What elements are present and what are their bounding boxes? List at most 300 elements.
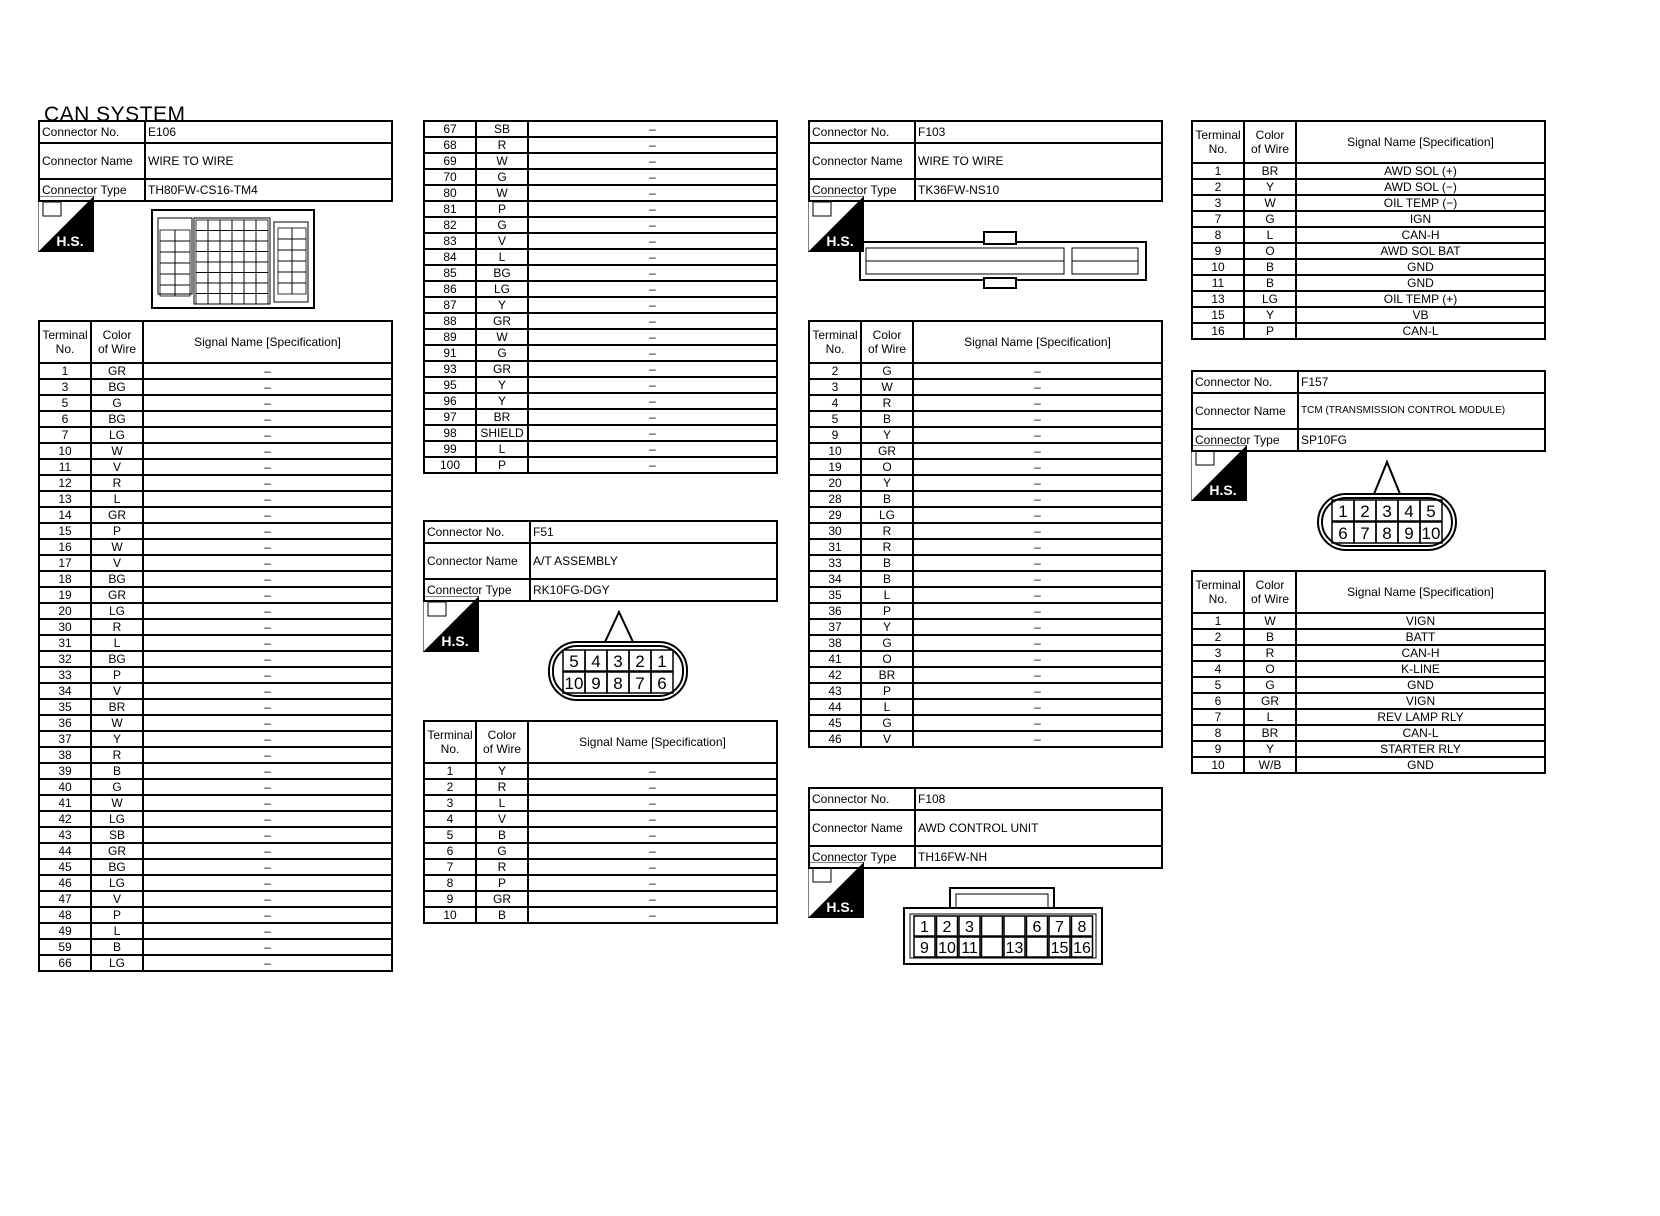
cell-color: BR [476, 409, 528, 425]
table-row [39, 699, 392, 715]
cell-terminal: 20 [809, 475, 861, 491]
table-row [39, 539, 392, 555]
cell-color: V [476, 811, 528, 827]
cell-terminal: 19 [39, 587, 91, 603]
table-row [424, 153, 777, 169]
f103-connector-no: F103 [915, 121, 1162, 143]
pin-number: 1 [657, 652, 667, 671]
label-connector-name: Connector Name [809, 143, 915, 179]
cell-terminal: 42 [809, 667, 861, 683]
table-row [424, 329, 777, 345]
cell-terminal: 18 [39, 571, 91, 587]
cell-signal: – [913, 539, 1162, 555]
label-connector-type: Connector Type [424, 579, 530, 601]
cell-signal: – [913, 635, 1162, 651]
pin-number: 3 [965, 919, 974, 936]
table-row [809, 571, 1162, 587]
header-terminal: Terminal No. [1192, 571, 1244, 613]
cell-color: L [91, 491, 143, 507]
page-title: CAN SYSTEM [44, 103, 186, 126]
table-row [809, 427, 1162, 443]
cell-color: B [1244, 629, 1296, 645]
cell-color: R [476, 779, 528, 795]
table-row [39, 843, 392, 859]
cell-color: GR [476, 361, 528, 377]
label-connector-no: Connector No. [809, 121, 915, 143]
cell-signal: – [143, 555, 392, 571]
cell-color: LG [91, 955, 143, 971]
pin-number: 3 [1382, 502, 1392, 521]
pin-number: 2 [942, 919, 952, 936]
cell-terminal: 36 [809, 603, 861, 619]
cell-signal: – [913, 667, 1162, 683]
cell-terminal: 3 [809, 379, 861, 395]
hs-icon [38, 196, 94, 252]
cell-terminal: 3 [39, 379, 91, 395]
pin-number: 2 [1360, 502, 1370, 521]
cell-terminal: 70 [424, 169, 476, 185]
cell-color: V [91, 891, 143, 907]
cell-terminal: 13 [1192, 291, 1244, 307]
cell-terminal: 15 [1192, 307, 1244, 323]
e106-terminal-table-continued [423, 120, 778, 474]
cell-terminal: 3 [1192, 645, 1244, 661]
pin-number: 5 [569, 652, 579, 671]
table-row [424, 281, 777, 297]
f157-connector-type: SP10FG [1298, 429, 1545, 451]
pin-cell [982, 916, 1003, 936]
table-row [39, 811, 392, 827]
cell-color: GR [91, 507, 143, 523]
e106-connector-type: TH80FW-CS16-TM4 [145, 179, 392, 201]
cell-signal: – [913, 427, 1162, 443]
cell-terminal: 16 [1192, 323, 1244, 339]
cell-terminal: 40 [39, 779, 91, 795]
cell-color: LG [91, 427, 143, 443]
table-row [39, 427, 392, 443]
cell-color: P [476, 457, 528, 473]
cell-terminal: 68 [424, 137, 476, 153]
cell-terminal: 99 [424, 441, 476, 457]
table-row [39, 619, 392, 635]
table-row [1192, 725, 1545, 741]
cell-color: G [1244, 211, 1296, 227]
cell-terminal: 4 [1192, 661, 1244, 677]
cell-color: B [861, 411, 913, 427]
cell-color: W [91, 795, 143, 811]
cell-color: LG [861, 507, 913, 523]
cell-color: BG [91, 379, 143, 395]
cell-terminal: 15 [39, 523, 91, 539]
table-row [1192, 195, 1545, 211]
pin-number: 9 [920, 940, 929, 957]
cell-signal: – [143, 635, 392, 651]
cell-color: Y [861, 475, 913, 491]
cell-color: R [1244, 645, 1296, 661]
table-row [424, 425, 777, 441]
pin-number: 2 [635, 652, 645, 671]
cell-signal: – [528, 233, 777, 249]
cell-signal: – [528, 345, 777, 361]
cell-color: GR [861, 443, 913, 459]
pin-number: 13 [1005, 940, 1024, 957]
cell-signal: – [143, 539, 392, 555]
cell-color: G [91, 779, 143, 795]
cell-signal: CAN-H [1296, 645, 1545, 661]
cell-signal: – [143, 667, 392, 683]
cell-terminal: 7 [424, 859, 476, 875]
table-row [809, 635, 1162, 651]
table-row [424, 827, 777, 843]
cell-color: BR [1244, 725, 1296, 741]
label-connector-name: Connector Name [809, 810, 915, 846]
table-row [809, 555, 1162, 571]
table-row [424, 217, 777, 233]
table-row [39, 363, 392, 379]
table-row [39, 779, 392, 795]
cell-terminal: 17 [39, 555, 91, 571]
table-row [1192, 275, 1545, 291]
table-row [424, 249, 777, 265]
cell-signal: – [143, 923, 392, 939]
cell-terminal: 14 [39, 507, 91, 523]
pin-number: 5 [1426, 502, 1436, 521]
cell-signal: – [143, 811, 392, 827]
cell-terminal: 46 [39, 875, 91, 891]
cell-signal: – [913, 699, 1162, 715]
table-row [39, 523, 392, 539]
cell-terminal: 11 [1192, 275, 1244, 291]
table-row [1192, 741, 1545, 757]
table-row [424, 891, 777, 907]
cell-signal: – [143, 491, 392, 507]
cell-signal: VIGN [1296, 613, 1545, 629]
cell-terminal: 34 [809, 571, 861, 587]
cell-color: Y [1244, 741, 1296, 757]
cell-color: W/B [1244, 757, 1296, 773]
cell-color: B [476, 827, 528, 843]
cell-color: W [476, 329, 528, 345]
svg-text:H.S.: H.S. [826, 233, 854, 249]
cell-terminal: 8 [1192, 725, 1244, 741]
table-row [424, 201, 777, 217]
cell-signal: STARTER RLY [1296, 741, 1545, 757]
cell-signal: – [913, 411, 1162, 427]
header-color: Color of Wire [476, 721, 528, 763]
table-row [1192, 179, 1545, 195]
cell-terminal: 3 [424, 795, 476, 811]
table-row [809, 715, 1162, 731]
cell-color: R [476, 137, 528, 153]
cell-signal: CAN-H [1296, 227, 1545, 243]
table-row [1192, 227, 1545, 243]
table-row [39, 939, 392, 955]
e106-connector-no: E106 [145, 121, 392, 143]
cell-color: P [91, 667, 143, 683]
table-row [1192, 163, 1545, 179]
table-row [1192, 709, 1545, 725]
cell-signal: – [528, 843, 777, 859]
cell-color: L [91, 923, 143, 939]
cell-terminal: 1 [1192, 163, 1244, 179]
header-signal: Signal Name [Specification] [1296, 121, 1545, 163]
cell-signal: BATT [1296, 629, 1545, 645]
cell-terminal: 4 [809, 395, 861, 411]
cell-color: W [476, 185, 528, 201]
cell-signal: – [528, 907, 777, 923]
cell-color: L [476, 441, 528, 457]
cell-terminal: 35 [809, 587, 861, 603]
f108-terminal-table [1191, 120, 1546, 340]
cell-signal: – [143, 939, 392, 955]
cell-terminal: 39 [39, 763, 91, 779]
table-row [809, 667, 1162, 683]
cell-signal: – [528, 265, 777, 281]
cell-terminal: 6 [39, 411, 91, 427]
table-row [424, 233, 777, 249]
cell-color: GR [91, 843, 143, 859]
cell-terminal: 9 [424, 891, 476, 907]
cell-color: LG [476, 281, 528, 297]
cell-terminal: 2 [1192, 629, 1244, 645]
cell-terminal: 66 [39, 955, 91, 971]
cell-terminal: 42 [39, 811, 91, 827]
table-row [424, 121, 777, 137]
f108-connector-no: F108 [915, 788, 1162, 810]
svg-text:H.S.: H.S. [1209, 482, 1237, 498]
pin-number: 10 [1421, 524, 1441, 543]
cell-color: G [861, 363, 913, 379]
cell-signal: – [143, 795, 392, 811]
pin-number: 9 [591, 674, 601, 693]
cell-terminal: 35 [39, 699, 91, 715]
cell-terminal: 67 [424, 121, 476, 137]
table-row [424, 907, 777, 923]
table-row [39, 715, 392, 731]
cell-signal: – [913, 363, 1162, 379]
cell-terminal: 85 [424, 265, 476, 281]
cell-color: L [861, 699, 913, 715]
cell-terminal: 86 [424, 281, 476, 297]
cell-terminal: 8 [424, 875, 476, 891]
cell-color: BG [476, 265, 528, 281]
cell-color: BG [91, 411, 143, 427]
cell-signal: – [143, 827, 392, 843]
table-row [424, 361, 777, 377]
cell-signal: – [143, 747, 392, 763]
cell-signal: – [528, 121, 777, 137]
label-connector-no: Connector No. [424, 521, 530, 543]
cell-signal: – [143, 731, 392, 747]
cell-terminal: 9 [1192, 741, 1244, 757]
cell-color: R [861, 539, 913, 555]
cell-terminal: 97 [424, 409, 476, 425]
label-connector-name: Connector Name [424, 543, 530, 579]
pin-cell [982, 937, 1003, 957]
cell-terminal: 82 [424, 217, 476, 233]
cell-signal: VIGN [1296, 693, 1545, 709]
f157-terminal-table [1191, 570, 1546, 774]
cell-terminal: 91 [424, 345, 476, 361]
pin-number: 1 [920, 919, 929, 936]
table-row [39, 923, 392, 939]
cell-color: BG [91, 859, 143, 875]
label-connector-no: Connector No. [809, 788, 915, 810]
cell-color: G [476, 217, 528, 233]
f157-connector-diagram [1314, 458, 1460, 559]
table-row [1192, 291, 1545, 307]
cell-color: G [1244, 677, 1296, 693]
cell-signal: – [528, 313, 777, 329]
cell-signal: – [143, 843, 392, 859]
cell-signal: – [528, 361, 777, 377]
cell-color: R [91, 475, 143, 491]
cell-signal: – [143, 715, 392, 731]
cell-signal: – [528, 891, 777, 907]
cell-signal: – [528, 169, 777, 185]
cell-terminal: 6 [1192, 693, 1244, 709]
pin-number: 1 [1338, 502, 1348, 521]
pin-number: 6 [657, 674, 667, 693]
cell-terminal: 38 [39, 747, 91, 763]
cell-terminal: 12 [39, 475, 91, 491]
header-terminal: Terminal No. [1192, 121, 1244, 163]
table-row [39, 571, 392, 587]
cell-color: B [861, 555, 913, 571]
cell-terminal: 31 [809, 539, 861, 555]
cell-terminal: 30 [39, 619, 91, 635]
cell-color: O [861, 459, 913, 475]
cell-terminal: 46 [809, 731, 861, 747]
cell-signal: – [143, 907, 392, 923]
cell-signal: – [528, 217, 777, 233]
pin-number: 6 [1032, 919, 1042, 936]
cell-signal: – [528, 377, 777, 393]
cell-color: L [861, 587, 913, 603]
table-row [39, 731, 392, 747]
cell-signal: – [913, 475, 1162, 491]
header-terminal: Terminal No. [424, 721, 476, 763]
cell-terminal: 43 [39, 827, 91, 843]
cell-color: R [861, 395, 913, 411]
cell-signal: – [528, 859, 777, 875]
cell-signal: CAN-L [1296, 725, 1545, 741]
cell-color: W [91, 715, 143, 731]
cell-signal: – [143, 779, 392, 795]
table-row [39, 955, 392, 971]
table-row [39, 875, 392, 891]
cell-color: LG [91, 603, 143, 619]
table-row [809, 587, 1162, 603]
table-row [424, 297, 777, 313]
pin-cell [1027, 937, 1048, 957]
pin-number: 8 [1077, 919, 1087, 936]
cell-signal: – [528, 297, 777, 313]
pin-number: 6 [1338, 524, 1348, 543]
cell-color: LG [91, 875, 143, 891]
table-row [39, 635, 392, 651]
cell-signal: – [528, 249, 777, 265]
cell-terminal: 10 [424, 907, 476, 923]
f108-connector-type: TH16FW-NH [915, 846, 1162, 868]
cell-signal: – [913, 507, 1162, 523]
cell-terminal: 7 [39, 427, 91, 443]
table-row [39, 747, 392, 763]
table-row [424, 843, 777, 859]
pin-number: 3 [613, 652, 623, 671]
cell-signal: – [528, 137, 777, 153]
cell-terminal: 33 [809, 555, 861, 571]
table-row [424, 137, 777, 153]
cell-signal: – [528, 457, 777, 473]
cell-terminal: 29 [809, 507, 861, 523]
cell-signal: IGN [1296, 211, 1545, 227]
cell-terminal: 33 [39, 667, 91, 683]
cell-terminal: 2 [1192, 179, 1244, 195]
table-row [424, 457, 777, 473]
cell-terminal: 80 [424, 185, 476, 201]
cell-color: V [476, 233, 528, 249]
cell-color: P [861, 683, 913, 699]
header-signal: Signal Name [Specification] [143, 321, 392, 363]
f108-connector-name: AWD CONTROL UNIT [915, 810, 1162, 846]
table-row [424, 345, 777, 361]
cell-signal: – [528, 795, 777, 811]
f108-connector-diagram [902, 884, 1104, 973]
cell-signal: K-LINE [1296, 661, 1545, 677]
cell-signal: – [913, 715, 1162, 731]
cell-signal: AWD SOL BAT [1296, 243, 1545, 259]
table-row [424, 441, 777, 457]
cell-terminal: 4 [424, 811, 476, 827]
cell-color: L [1244, 227, 1296, 243]
cell-terminal: 34 [39, 683, 91, 699]
cell-signal: – [528, 409, 777, 425]
cell-signal: – [913, 619, 1162, 635]
cell-terminal: 41 [809, 651, 861, 667]
f51-connector-info [423, 520, 778, 602]
table-row [39, 475, 392, 491]
cell-color: G [861, 635, 913, 651]
label-connector-name: Connector Name [1192, 393, 1298, 429]
hs-icon [423, 596, 479, 652]
cell-color: P [91, 907, 143, 923]
label-connector-type: Connector Type [39, 179, 145, 201]
cell-color: L [476, 795, 528, 811]
cell-terminal: 20 [39, 603, 91, 619]
cell-color: BG [91, 571, 143, 587]
cell-color: B [91, 763, 143, 779]
cell-terminal: 95 [424, 377, 476, 393]
cell-color: Y [476, 377, 528, 393]
cell-color: P [476, 201, 528, 217]
table-row [39, 411, 392, 427]
table-row [809, 379, 1162, 395]
cell-signal: – [913, 603, 1162, 619]
cell-color: Y [861, 619, 913, 635]
table-row [39, 587, 392, 603]
label-connector-type: Connector Type [809, 846, 915, 868]
table-row [39, 859, 392, 875]
cell-signal: – [528, 827, 777, 843]
cell-color: G [476, 843, 528, 859]
f103-terminal-table [808, 320, 1163, 748]
f103-connector-name: WIRE TO WIRE [915, 143, 1162, 179]
cell-terminal: 89 [424, 329, 476, 345]
f51-terminal-table [423, 720, 778, 924]
pin-number: 10 [564, 674, 584, 693]
table-row [809, 731, 1162, 747]
